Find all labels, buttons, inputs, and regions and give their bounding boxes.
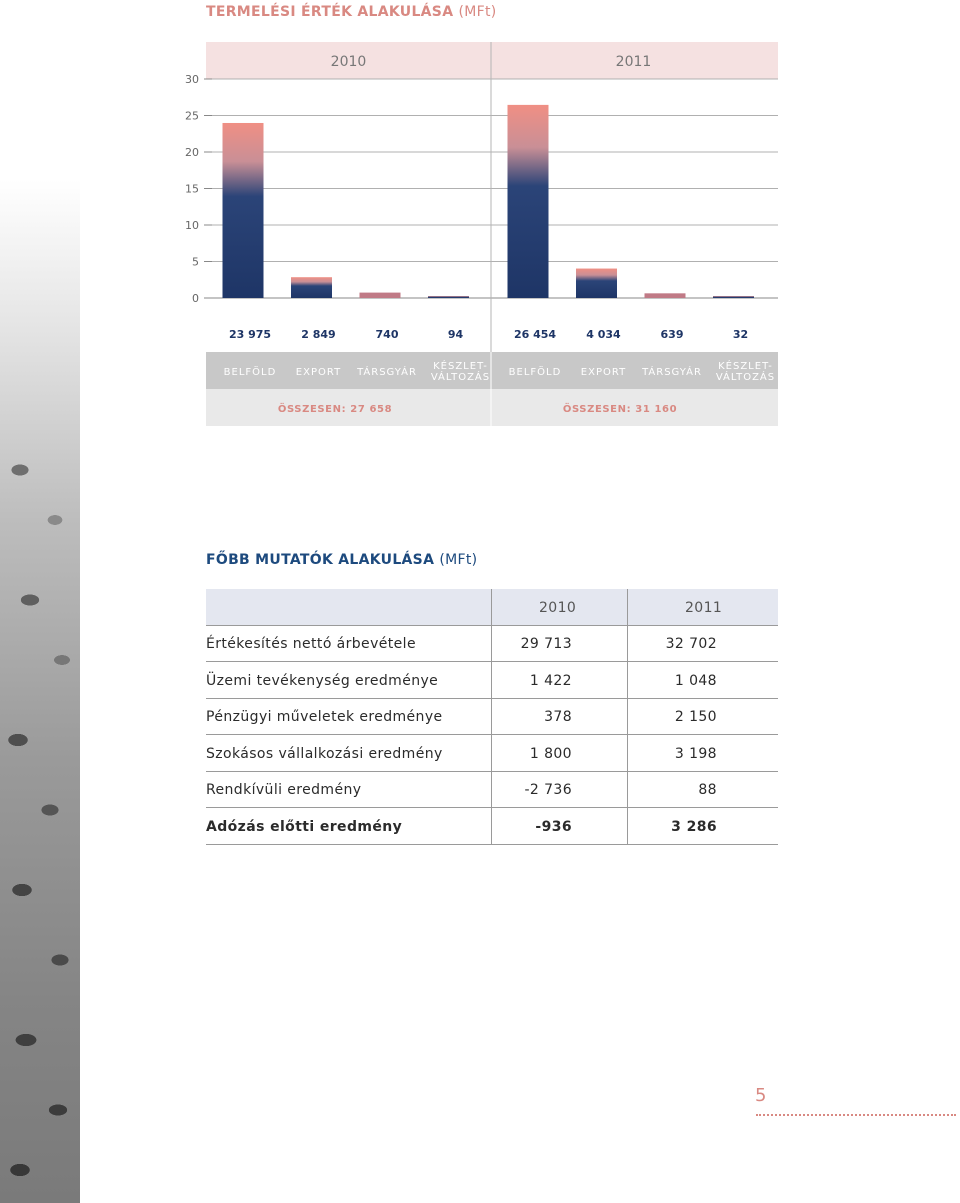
value-label: 639	[660, 328, 684, 341]
y-tick-label: 30	[185, 73, 199, 86]
bar-chart	[0, 0, 960, 440]
table-title: FŐBB MUTATÓK ALAKULÁSA (MFt)	[206, 552, 478, 568]
y-tick-label: 25	[185, 109, 199, 123]
row-label: Szokásos vállalkozási eredmény	[206, 745, 443, 762]
category-label: KÉSZLET-	[433, 361, 488, 372]
table-row	[206, 626, 778, 662]
table-row	[206, 699, 778, 735]
row-value-2011: 3 198	[674, 745, 717, 762]
value-label: 740	[375, 328, 399, 341]
chart-title: TERMELÉSI ÉRTÉK ALAKULÁSA (MFt)	[206, 4, 497, 20]
category-label: EXPORT	[580, 367, 627, 378]
bar-2010-2	[291, 277, 332, 298]
row-value-2011: 88	[698, 782, 717, 798]
category-label: EXPORT	[295, 367, 342, 378]
row-label: Adózás előtti eredmény	[206, 818, 403, 835]
table-col-2010: 2010	[539, 600, 577, 616]
y-tick-label: 10	[185, 219, 199, 232]
bar-2011-2	[576, 269, 617, 298]
category-label: KÉSZLET-	[718, 361, 773, 372]
row-value-2010: 378	[544, 709, 572, 725]
table-divider-1	[491, 589, 492, 845]
table-unit: (MFt)	[439, 552, 478, 568]
row-value-2011: 1 048	[674, 672, 717, 689]
row-value-2010: 1 422	[529, 672, 572, 689]
total-label: ÖSSZESEN: 27 658	[277, 404, 393, 415]
page-number: 5	[755, 1085, 767, 1106]
value-label: 23 975	[228, 328, 272, 341]
table-row	[206, 809, 778, 845]
value-label: 4 034	[586, 328, 621, 341]
row-value-2010: -936	[535, 818, 572, 835]
total-label: ÖSSZESEN: 31 160	[562, 404, 678, 415]
value-label: 26 454	[513, 328, 557, 341]
bar-2011-1	[508, 105, 549, 298]
y-tick-label: 15	[185, 182, 199, 196]
table-row	[206, 736, 778, 772]
value-label: 2 849	[301, 328, 336, 341]
table-header	[206, 589, 778, 626]
value-label: 94	[447, 328, 464, 341]
row-value-2011: 32 702	[665, 636, 717, 652]
table-row	[206, 663, 778, 699]
y-tick-label: 0	[192, 292, 199, 305]
row-label: Pénzügyi műveletek eredménye	[206, 709, 443, 725]
row-value-2011: 2 150	[674, 709, 717, 725]
bar-2011-3	[645, 293, 686, 298]
value-label: 32	[732, 328, 749, 341]
row-label: Értékesítés nettó árbevétele	[206, 636, 416, 652]
bar-2010-1	[223, 123, 264, 298]
category-label: TÁRSGYÁR	[642, 367, 702, 378]
bar-2010-4	[428, 296, 469, 298]
category-label: TÁRSGYÁR	[357, 367, 417, 378]
row-value-2010: 29 713	[520, 636, 572, 652]
bar-2010-3	[360, 293, 401, 298]
year-header-2010: 2010	[330, 54, 367, 70]
y-tick-label: 20	[185, 146, 199, 159]
category-label: VÁLTOZÁS	[715, 372, 776, 383]
chart-unit: (MFt)	[458, 4, 497, 20]
row-value-2011: 3 286	[671, 818, 717, 835]
row-label: Üzemi tevékenység eredménye	[206, 672, 439, 689]
table-col-2011: 2011	[685, 600, 723, 616]
chart-year-header-band	[206, 42, 778, 79]
row-value-2010: -2 736	[524, 782, 572, 798]
y-tick-label: 5	[192, 255, 199, 269]
bar-2011-4	[713, 296, 754, 298]
table-divider-2	[627, 589, 628, 845]
category-label: BELFÖLD	[223, 367, 277, 378]
category-label: VÁLTOZÁS	[430, 372, 491, 383]
row-value-2010: 1 800	[529, 745, 572, 762]
category-label: BELFÖLD	[508, 367, 562, 378]
table-row	[206, 772, 778, 808]
year-header-2011: 2011	[615, 54, 652, 70]
page-number-dots	[756, 1114, 956, 1116]
row-label: Rendkívüli eredmény	[206, 782, 362, 798]
